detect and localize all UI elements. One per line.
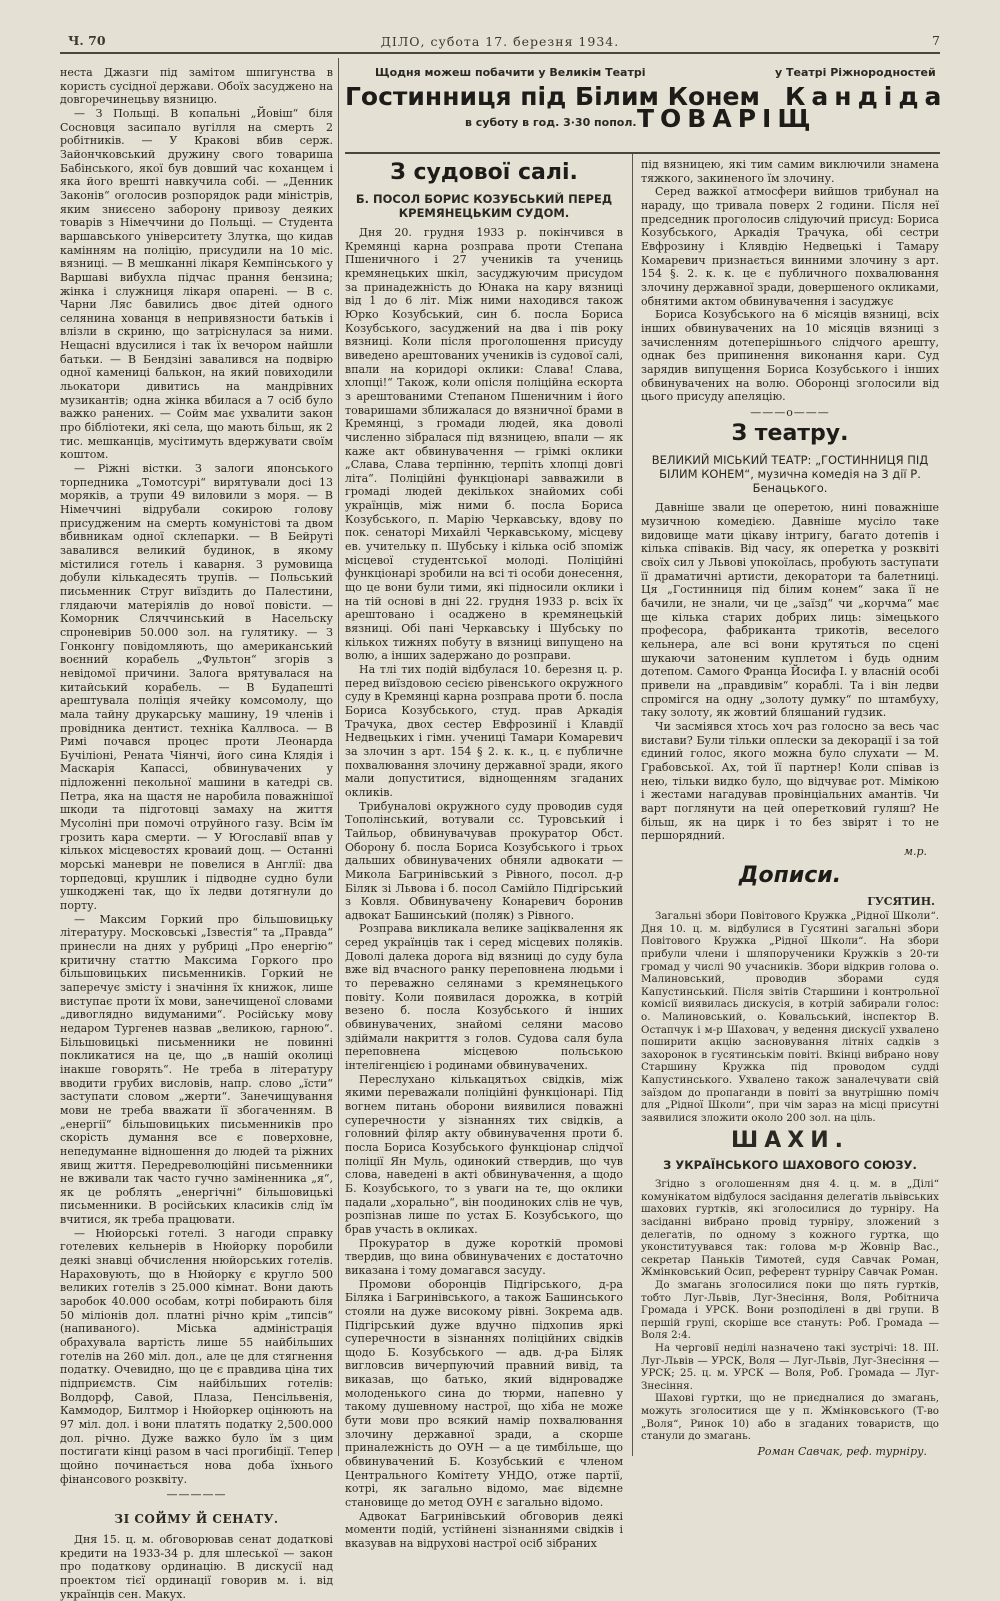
article-paragraph: Розправа викликала велике заціквалення як серед українців так і серед місцевих поляків. Доволі далека дорога від вязниці до суду була вже від вчасного ранку переповнена людьми і то переважно селянами з кремянецького повіту. Коли появилася дорожка, в котрій везено б. посла Козубського й інших обвинувачених, знайомі селяни масово здіймали накриття з голов. Судова саля була переповнена місцевою польською інтелігенцією і родинами обвинувачених. bbox=[345, 922, 623, 1073]
column-left bbox=[60, 66, 333, 1601]
article-paragraph: Давніше звали це оперетою, нині поважніше музичною комедією. Давніше мусіло таке видовище мати цікаву інтригу, багато дотепів і кілька співаків. Від часу, як оперетка у розквіті своїх сил у Львові упокоїлась, пробують заступати її драматичні артисти, декоратори та балетниці. Ця „Гостинниця під білим конем“ зака її не бачили, не знали, чи це „заїзд“ чи „корчма“ має ще кілька старих добрих лиць: зімецького професора, фабриканта трикотів, веселого кельнера, але всі вони крутяться по сцені шукаючи затоненим куплетом і будь одним дотепом. Самого Франца Йосифа І. у власній особі привели на „правдивім“ кораблі. Та і він ледви спромігся на одну „золоту думку“ по штамбуху, таку золоту, як жовтий бляшаний гудзик. bbox=[641, 501, 939, 720]
article-paragraph: — Максим Горкий про більшовицьку літературу. Московські „Ізвестія“ та „Правда“ принесли на днях у рубриці „Про енергію“ критичну статтю Максима Горкого про більшовицьких письменників. Горкий не заперечує змісту і значіння їх книжок, лише виступає проти їх мови, занечищеної словами „дивоглядно видуманими“. Російську мову недаром Тургенев назвав „великою, гарною“. Більшовицькі письменники не повинні покликатися на це, що „в нашій околиці інакше говорять“. Не треба в літературу вводити грубих висловів, напр. слово „їсти“ заступати словом „жерти“. Занечищування мови не треба вважати її збогаченням. В „енергії“ більшовицьких письменників про скорість думання все є поверховне, непедуманне відношення до людей та ріжних явищ життя. Передреволюційні письменники не вживали так часто гучно заміненника „я“, як це роблять „енергічні“ більшовицькі письменники. В російських класиків слід їм вчитися, як треба працювати. bbox=[60, 912, 333, 1227]
article-paragraph: Згідно з оголошенням дня 4. ц. м. в „Ділі“ комунікатом відбулося засідання делегатів львівських шахових гуртків, які зголосилися до турніру. На засіданні вибрано провід турніру, зложений з делегатів, по одному з кожного гуртка, що уконституувався так: голова м-р Жовнір Вас., секретар Паньків Тимотей, судя Савчак Роман, Жмінковський Осип, референт турніру Савчак Роман. bbox=[641, 1178, 939, 1279]
ad-line-right: у Театрі Ріжнородностей bbox=[775, 66, 936, 79]
ad-time: в суботу в год. 3·30 попол. bbox=[465, 116, 637, 129]
article-subheading: Б. ПОСОЛ БОРИС КОЗУБСЬКИЙ ПЕРЕД КРЕМЯНЕЦЬКИМ СУДОМ. bbox=[355, 192, 613, 220]
theatre-subheading: ВЕЛИКИЙ МІСЬКИЙ ТЕАТР: „ГОСТИННИЦЯ ПІД БІЛИМ КОНЕМ“, музична комедія на 3 дії Р. Бенацького. bbox=[651, 453, 929, 496]
article-paragraph: — З Польщі. В копальні „Йовіш“ біля Сосновця засипало вугілля на смерть 2 робітників. — У Кракові вбив серж. Зайончковський дружину свого товариша Бабінського, якої був довший час коханцем і яка його врешті навкучила собі. — „Денник Законів“ оголосив розпорядок ради міністрів, яким зниєсено заборону привозу деяких товарів з Німеччини до Польщі. — Студента варшавського університету Злутка, що кидав камінням на поліцію, присудили на 10 міс. вязниці. — В мешканні лікаря Кемпінського у Варшаві вибухла підчас прання бензина; жінка і служниця лікаря опарені. — В с. Чарни Ляс бавились двоє дітей одного селянина хованця в непривязности батьків і влізли в скриню, що затріснулася за ними. Нещасні вдусилися і так їх вечором найшли батьки. — В Бендзіні завалився на подвірю одної камениці балькон, на який повиходили льокатори дивитись на мандрівних музикантів; одна жінка вбилася а 7 осіб було важко ранених. — Сойм має ухвалити закон про бібліотеки, які села, що мають більш, як 2 тис. мешканців, мусітимуть вдержувати своїм коштом. bbox=[60, 106, 333, 462]
section-heading-dopysy: Дописи. bbox=[738, 862, 842, 888]
page-header bbox=[40, 30, 960, 52]
ad-title-right: Кандіда bbox=[785, 82, 948, 111]
column-right bbox=[641, 158, 939, 1456]
article-paragraph: під вязницею, які тим самим виключили знамена тяжкого, закиненого їм злочину. bbox=[641, 158, 939, 185]
article-paragraph: Загальні збори Повітового Кружка „Рідної Школи“. Дня 10. ц. м. відбулися в Гусятині загальні збори Повітового Кружка „Рідної Школи“. На збори прибули члени і шляпорученики Кружків з 20-ти громад у числі 90 учасників. Збори відкрив голова о. Малиновський, проводив зборами судя Капустинський. Після звітів Старшини і контрольної комісії виявилась дискусія, в котрій забирали голос: о. Малиновський, о. Ковальський, інспектор В. Остапчук і м-р Шаховач, у ведення дискусії ухвалено поширити акцію засновування літніх садків з захоронок в гусятинськім повіті. Вкінці вибрано нову Старшину Кружка під проводом судді Капустинського. Ухвалено також заналечувати свій заїздом до пропаганди в повіті за внутрішню поміч для „Рідної Школи“, при чім зараз на місці присутні заявилися зложити около 200 зол. на ціль. bbox=[641, 910, 939, 1124]
article-paragraph: Адвокат Багринівський обговорив деякі моменти подій, устійнені зізнаннями свідків і вказував на відрухові настрої осіб зібраних bbox=[345, 1509, 623, 1550]
ad-title-left: Гостинниця під Білим Конем bbox=[345, 82, 760, 111]
article-paragraph: До змагань зголосилися поки що пять гуртків, тобто Луг-Львів, Луг-Знесіння, Воля, Робітнича Громада і УРСК. Вони розподілені в дві групи. В першій групі, скоріше все стануть: Роб. Громада — Воля 2:4. bbox=[641, 1279, 939, 1342]
article-paragraph: На тлі тих подій відбулася 10. березня ц. р. перед виїздовою сесією рівенського окружного суду в Кремянці карна розправа проти б. посла Бориса Козубського, студ. прав Аркадія Трачука, двох сестер Евфрозинії і Клавдії Недвецьких і гімн. учениці Тамари Комаревич за злочин з арт. 154 § 2. к. к., ц. є публичне похвалювання злочину державної зради, якого мали допуститися, віднощенням згаданих окликів. bbox=[345, 663, 623, 799]
column-middle bbox=[345, 158, 623, 1550]
separator: ————— bbox=[166, 1488, 227, 1502]
article-paragraph: Трибуналові окружного суду проводив судя Тополінський, вотували сс. Туровський і Тайльор, обвинувачував прокуратор Обст. Оборону б. посла Бориса Козубського і трьох дальших обвинувачених обняли адвокати — Микола Багринівський з Рівного, посол. д-р Біляк зі Львова і б. посол Самійло Підгірський з Ковля. Обвинувачену Конаревич боронив адвокат Башинський (поляк) з Рівного. bbox=[345, 799, 623, 922]
article-paragraph: — Нюйорські готелі. З нагоди справку готелевих кельнерів в Нюйорку поробили деякі знавці обчислення нюйорських готелів. Нараховують, що в Нюйорку є кругло 500 великих готелів з 25.000 кімнат. Вони дають заробок 40.000 особам, котрі побирають біля 50 міліонів дол. платні річно крім „типсів“ (напиваного). Міська адміністрація обрахувала вартість лише 55 найбільших готелів на 260 міл. дол., але це для стягнення податку. Очевидно, що це є правдива ціна тих підприємств. Сім найбільших готелів: Волдорф, Савой, Плаза, Пенсільвенія, Каммодор, Билтмор і Нюйоркер оцінюють на 97 міл. дол. і вони платять податку 2,500.000 дол. річно. Дуже важко було їм з цим постигати кінці разом в часі прогибіції. Тепер щойно починається нова доба їхнього фінансового розквіту. bbox=[60, 1226, 333, 1486]
article-paragraph: Переслухано кількацятьох свідків, між якими переважали поліційні функціонарі. Під вогнем питань оборони виявилися поважні суперечности у зізнаннях тих свідків, а головний філяр акту обвинувачення проти б. посла Бориса Козубського функціонар слідчої поліції Ян Муль, одинокий ствердив, що чув слова, наведені в акті обвинувачення, а щодо Б. Козубського, то з уваги на те, що оклики падали „хорально“, він поодиноких слів не чув, розпізнав лише по устах Б. Козубського, що брав участь в окликах. bbox=[345, 1072, 623, 1236]
article-paragraph: Серед важкої атмосфери вийшов трибунал на нараду, що тривала поверх 2 години. Після неї председник проголосив слідуючий присуд: Бориса Козубського, Аркадія Трачука, обі сестри Евфрозину і Клявдію Недвецькі і Тамару Комаревич признається винними злочину з арт. 154 §. 2. к. к. це є публичного похвалювання злочину державної зради, довершеного окликами, обнятими актом обвинувачення і засуджує bbox=[641, 185, 939, 308]
article-paragraph: неста Джазги під замітом шпигунства в користь сусідної держави. Обоїх засуджено на довгоречинецьву вязницю. bbox=[60, 66, 333, 107]
ad-title-right-2: ТОВАРІЩ bbox=[637, 104, 817, 133]
chess-subheading: З УКРАЇНСЬКОГО ШАХОВОГО СОЮЗУ. bbox=[663, 1158, 917, 1173]
section-heading-chess: ШАХИ. bbox=[731, 1128, 849, 1154]
page-number: 7 bbox=[932, 33, 940, 48]
issue-number: Ч. 70 bbox=[68, 33, 106, 48]
section-heading-theatre: З театру. bbox=[731, 421, 849, 447]
separator: ———о——— bbox=[750, 405, 830, 419]
section-heading-court: З судової салі. bbox=[390, 160, 578, 185]
column-divider-1 bbox=[338, 58, 339, 1456]
article-paragraph: Промови оборонців Підгірського, д-ра Біляка і Багринівського, а також Башинського стояли на дуже високому рівні. Зокрема адв. Підгірський дуже вдучно підхопив яркі суперечности в зізнаннях поліційних свідків щодо Б. Козубського — адв. д-ра Біляк вигловсив вичерпуючий правний вивід, та виказав, що батько, який віднровадже молоденького сина до тюрми, напевно у такому душевному настрої, що хіба не може бути мови про всякий намір похвалювання злочину державної зради, а скорше приналежність до ОУН — а це тимбільше, що обвинувачений Б. Козубський є членом Центрального Комітету УНДО, отже партії, котрі, як загально відомо, має відємне становище до метод ОУН є загально відомо. bbox=[345, 1277, 623, 1510]
header-divider bbox=[60, 52, 940, 54]
theatre-ad-banner bbox=[345, 60, 948, 154]
article-paragraph: Дня 15. ц. м. обговорював сенат додаткові кредити на 1933-34 р. для шлеської — закон про податкову ординацію. В дискусії над проектом тієї ординації говорив м. і. від українців сен. Макух. bbox=[60, 1532, 333, 1601]
article-paragraph: Бориса Козубського на 6 місяців вязниці, всіх інших обвинувачених на 10 місяців вязниці з зачисленням дотеперішнього слідчого арешту, однак без припинення виконання кари. Суд зарядив випущення Бориса Козубського і інших обвинувачених на волю. Оборонці зголосили від цього присуду апеляцію. bbox=[641, 308, 939, 404]
article-paragraph: На черговії неділі назначено такі зустрічі: 18. III. Луг-Львів — УРСК, Воля — Луг-Львів, Луг-Знесіння — УРСК; 25. ц. м. УРСК — Воля, Роб. Громада — Луг-Знесіння. bbox=[641, 1342, 939, 1392]
ad-line-left: Щодня можеш побачити у Великім Театрі bbox=[375, 66, 646, 79]
article-paragraph: Прокуратор в дуже короткій промові твердив, що вина обвинувачених є достаточно виказана і тому домагався засуду. bbox=[345, 1236, 623, 1277]
dopysy-place: ГУСЯТИН. bbox=[867, 894, 935, 908]
column-divider-2 bbox=[632, 154, 633, 1456]
theatre-signature: м.р. bbox=[903, 844, 927, 858]
article-paragraph: Чи засміявся хтось хоч раз голосно за весь час вистави? Були тільки оплески за декорації і за той єдиний голос, якого можна було слухати — М. Грабовської. Ах, той її партнер! Коли співав із нею, тільки видко було, що відчуває рот. Мімікою і жестами нагадував провінціальних амантів. Чи варт поглянути на цей оперетковий гуляш? Не більш, як на цирк і то без звірят і то не першорядний. bbox=[641, 719, 939, 843]
article-paragraph: Дня 20. грудня 1933 р. покінчився в Кремянці карна розправа проти Степана Пшеничного і 27 учеників та учениць кремянецьких шкіл, засуджуючим присудом за принадежність до Юнака на кару вязниці від 1 до 6 літ. Між ними находився також Юрко Козубський, син б. посла Бориса Козубського, засуджений на два і пів року вязниці. Коли після проголошення присуду виведено арештованих учеників із судової салі, впали на коридорі оклики: Слава! Слава, хлопці!“ Також, коли опісля поліційна ескорта з арештованими Степаном Пшеничним і його товаришами зближалася до вязничної брами в Кремянці, з громади людей, яка доволі численно зібралася під вязницею, впали — як каже акт обвинувачення — грімкі оклики „Слава, Слава терпінню, терпіть хлопці довгі літа“. Поліційні функціонарі завважили в громаді людей декількох знайомих собі українців, між ними б. посла Бориса Козубського, п. Марію Черкавську, вдову по пок. сенаторі Михайлі Черкавському, місцеву ев. учительку п. Шубську і кілька осіб зпоміж місцевої студентської молоді. Поліційні функціонарі зробили на всі ті особи донесення, що це вони були тими, які підносили оклики і на тій основі в дні 22. грудня 1933 р. всіх їх арештовано і осаджено в кремянецькій вязниці. Обі пані Черкавську і Шубську по кількох тижнях побуту в вязниці випущено на волю, а інших задержано до розправи. bbox=[345, 226, 623, 663]
article-paragraph: Шахові гуртки, що не приєдналися до змагань, можуть зголоситися ще у п. Жмінковського (Т-во „Воля“, Ринок 10) або в згаданих товариств, що станули до змагань. bbox=[641, 1392, 939, 1443]
masthead-date: ДІЛО, субота 17. березня 1934. bbox=[380, 34, 620, 49]
section-heading-sejm: ЗІ СОЙМУ Й СЕНАТУ. bbox=[114, 1511, 279, 1526]
chess-signature: Роман Савчак, реф. турніру. bbox=[757, 1444, 927, 1458]
article-paragraph: — Ріжні вістки. З залоги японського торпедника „Томотсурі“ вирятували досі 13 моряків, а трупи 49 виловили з моря. — В Німеччині відрубали сокирою голову присудженим на смерть комуністові та двом вбивникам одної склепарки. — В Бейруті завалився великий будинок, в якому містилися готель і каварня. З румовища добули кількадесять трупів. — Польський письменник Струг виїздить до Палестини, глядаючи матеріялів до нової повісти. — Коморник Сляччинський в Насельску спроневірив 50.000 зол. на гулятику. — З Гонконгу повідомляють, що американський воєнний корабель „Фультон“ згорів з невідомої причини. Залога врятувалася на китайський корабель. — В Будапешті арештувала поліція ячейку комсомолу, що мала тайну друкарську машину, 19 членів і провідника дентист. техніка Каллвоса. — В Римі почався процес проти Леонарда Бучіліоні, Рената Чіянчі, його сина Клядія і Маскарія Капассі, обвинувачених у підложенні пекольної машини в катедрі св. Петра, яка на щастя не наробила поважнішої шкоди та підготовці замаху на життя Мусоліні при помочі отруйного газу. Всім їм грозить кара смерти. — У Югославії впав у кількох місцевостях кроваий дощ. — Останні морські маневри не повелися в Англії: два торпедовці, крушлик і підводне судно були ушкоджені так, що їх ледви дотягнули до порту. bbox=[60, 462, 333, 913]
